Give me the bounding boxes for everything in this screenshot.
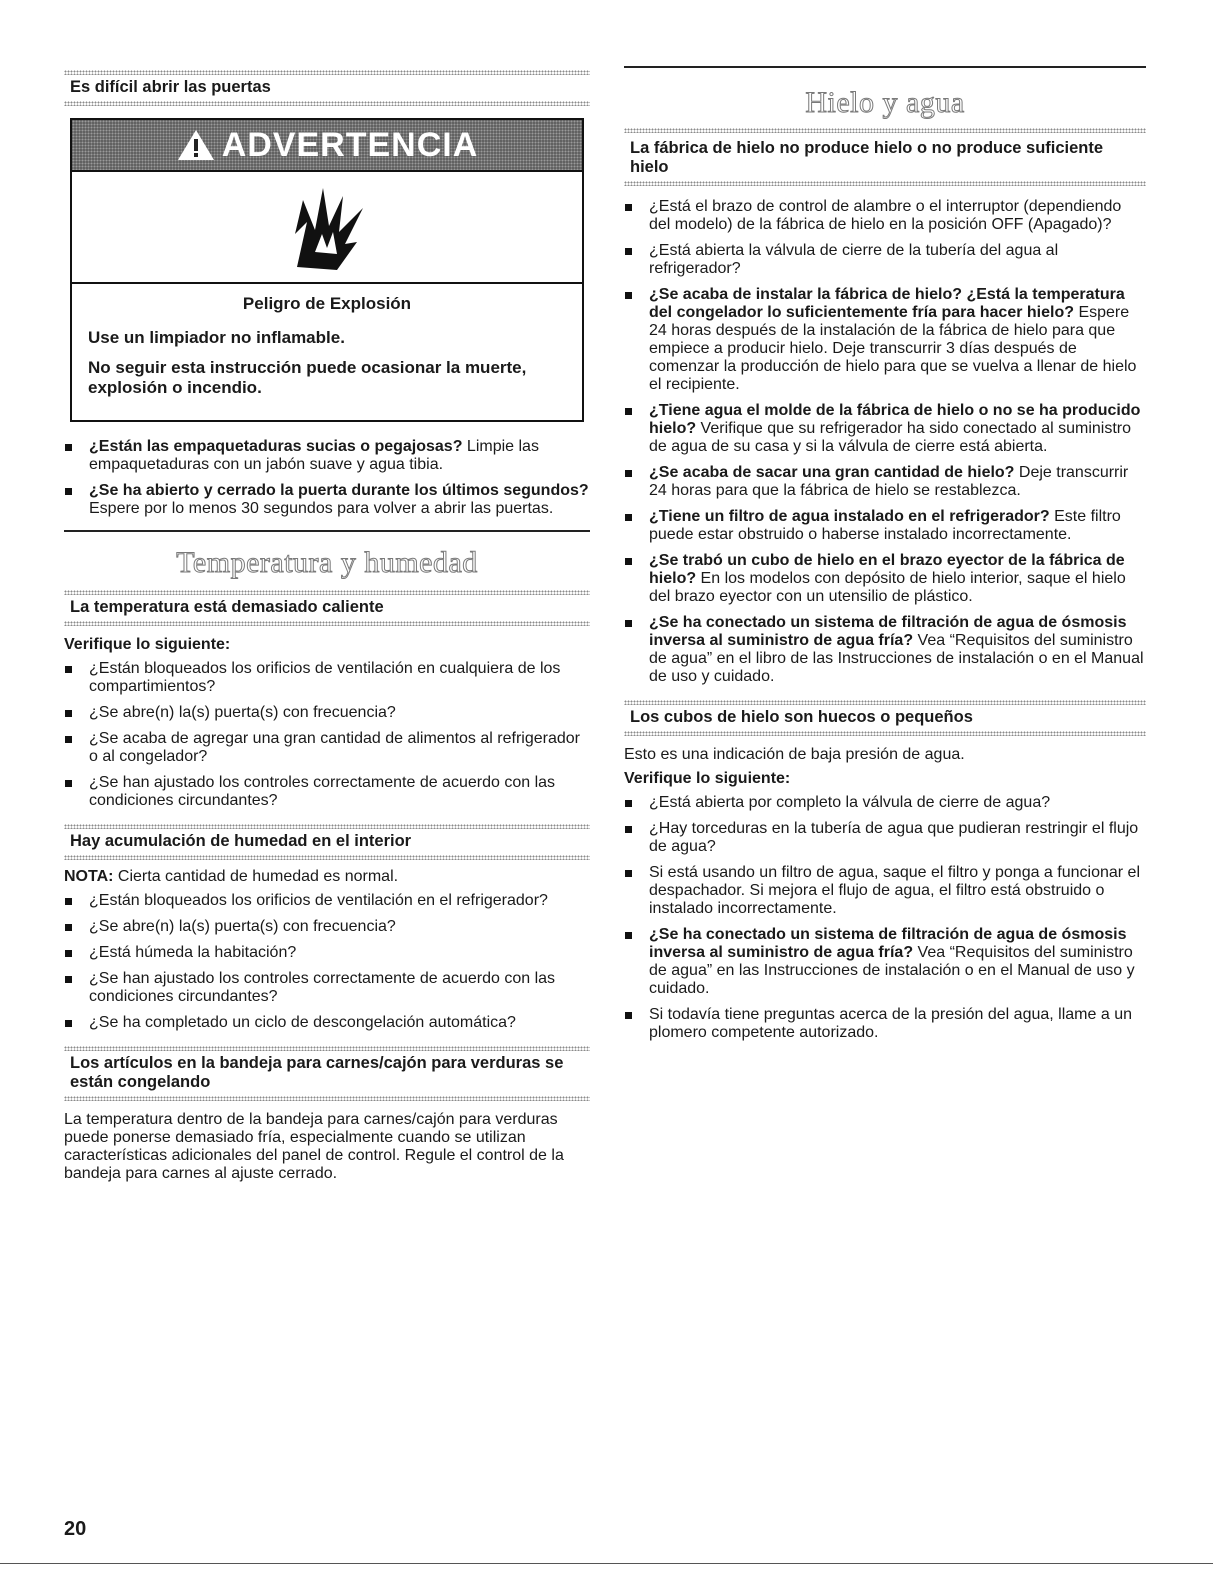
- humidity-list: [64, 892, 590, 1032]
- list-item: ¿Se acaba de agregar una gran cantidad de alimentos al refrigerador o al congelador?: [64, 730, 590, 766]
- heading-humidity: Hay acumulación de humedad en el interior: [70, 832, 412, 850]
- right-column: [624, 0, 1146, 1050]
- section-title-temperature: Temperatura y humedad: [176, 546, 478, 579]
- warning-line-1: Use un limpiador no inflamable.: [88, 328, 345, 347]
- heading-hollow: Los cubos de hielo son huecos o pequeños: [630, 708, 973, 726]
- heading-freezing: Los artículos en la bandeja para carnes/cajón para verduras se están congelando: [70, 1054, 564, 1091]
- list-item: ¿Se abre(n) la(s) puerta(s) con frecuencia?: [64, 918, 590, 936]
- warning-title: ADVERTENCIA: [221, 125, 479, 164]
- section-title-ice: Hielo y agua: [805, 86, 965, 119]
- divider: [624, 181, 1146, 186]
- warning-line-2: No seguir esta instrucción puede ocasionar la muerte, explosión o incendio.: [88, 358, 527, 397]
- list-item: ¿Se acaba de sacar una gran cantidad de hielo? Deje transcurrir 24 horas para que la fábrica de hielo se restablezca.: [624, 464, 1146, 500]
- divider: [64, 1046, 590, 1051]
- list-item: ¿Se ha conectado un sistema de filtración de agua de ósmosis inversa al suministro de agua fría? Vea “Requisitos del suministro de agua” en las Instrucciones de instalación o en el Manual de uso y cuidado.: [624, 926, 1146, 998]
- list-item: ¿Se ha completado un ciclo de descongelación automática?: [64, 1014, 590, 1032]
- divider: [64, 590, 590, 595]
- hollow-intro: Esto es una indicación de baja presión de agua.: [624, 746, 965, 763]
- divider: [624, 128, 1146, 133]
- list-item: ¿Se abre(n) la(s) puerta(s) con frecuencia?: [64, 704, 590, 722]
- list-item: ¿Se trabó un cubo de hielo en el brazo eyector de la fábrica de hielo? En los modelos con depósito de hielo interior, saque el hielo del brazo eyector con un utensilio de plástico.: [624, 552, 1146, 606]
- section-rule: [624, 66, 1146, 68]
- verify-label: Verifique lo siguiente:: [64, 636, 231, 653]
- list-item: Si todavía tiene preguntas acerca de la presión del agua, llame a un plomero competente autorizado.: [624, 1006, 1146, 1042]
- freezing-text: La temperatura dentro de la bandeja para carnes/cajón para verduras puede ponerse demasiado fría, especialmente cuando se utilizan características adicionales del panel de control. Regule el control de la bandeja para carnes al ajuste cerrado.: [64, 1111, 564, 1182]
- verify-label: Verifique lo siguiente:: [624, 770, 791, 787]
- list-item: ¿Hay torceduras en la tubería de agua que pudieran restringir el flujo de agua?: [624, 820, 1146, 856]
- hot-list: [64, 660, 590, 810]
- heading-doors: Es difícil abrir las puertas: [70, 78, 271, 96]
- divider: [64, 621, 590, 626]
- explosion-icon: [267, 182, 387, 272]
- warning-hazard: Peligro de Explosión: [242, 294, 412, 313]
- divider: [64, 855, 590, 860]
- left-column: [64, 0, 590, 1189]
- list-item: ¿Están las empaquetaduras sucias o pegajosas? Limpie las empaquetaduras con un jabón suave y agua tibia.: [64, 438, 590, 474]
- list-item: ¿Está abierta por completo la válvula de cierre de agua?: [624, 794, 1146, 812]
- list-item: ¿Está el brazo de control de alambre o el interruptor (dependiendo del modelo) de la fábrica de hielo en la posición OFF (Apagado)?: [624, 198, 1146, 234]
- list-item: ¿Está húmeda la habitación?: [64, 944, 590, 962]
- divider: [624, 700, 1146, 705]
- list-item: ¿Tiene un filtro de agua instalado en el refrigerador? Este filtro puede estar obstruido o haberse instalado incorrectamente.: [624, 508, 1146, 544]
- doors-list: [64, 438, 590, 518]
- hollow-list: [624, 794, 1146, 1042]
- list-item: ¿Están bloqueados los orificios de ventilación en el refrigerador?: [64, 892, 590, 910]
- page-number: 20: [64, 1518, 87, 1540]
- divider: [64, 101, 590, 106]
- warning-icon-area: [72, 172, 582, 284]
- warning-box: [70, 118, 584, 422]
- list-item: ¿Tiene agua el molde de la fábrica de hielo o no se ha producido hielo? Verifique que su refrigerador ha sido conectado al suministro de agua de su casa y si la válvula de cierre está abierta.: [624, 402, 1146, 456]
- divider: [64, 1096, 590, 1101]
- heading-hot: La temperatura está demasiado caliente: [70, 598, 384, 616]
- list-item: ¿Se ha conectado un sistema de filtración de agua de ósmosis inversa al suministro de agua fría? Vea “Requisitos del suministro de agua” en el libro de las Instrucciones de instalación o en el Manual de uso y cuidado.: [624, 614, 1146, 686]
- divider: [64, 70, 590, 75]
- section-rule: [64, 530, 590, 532]
- divider: [64, 824, 590, 829]
- bottom-rule: [0, 1563, 1213, 1564]
- no-ice-list: [624, 198, 1146, 686]
- list-item: ¿Se han ajustado los controles correctamente de acuerdo con las condiciones circundantes?: [64, 774, 590, 810]
- list-item: ¿Se ha abierto y cerrado la puerta durante los últimos segundos? Espere por lo menos 30 segundos para volver a abrir las puertas.: [64, 482, 590, 518]
- list-item: ¿Se han ajustado los controles correctamente de acuerdo con las condiciones circundantes?: [64, 970, 590, 1006]
- heading-no-ice: La fábrica de hielo no produce hielo o no produce suficiente hielo: [630, 139, 1104, 176]
- warning-header: [72, 120, 582, 172]
- list-item: Si está usando un filtro de agua, saque el filtro y ponga a funcionar el despachador. Si mejora el flujo de agua, el filtro está obstruido o instalado incorrectamente.: [624, 864, 1146, 918]
- list-item: ¿Se acaba de instalar la fábrica de hielo? ¿Está la temperatura del congelador lo suficientemente fría para hacer hielo? Espere 24 horas después de la instalación de la fábrica de hielo para que empiece a producir hielo. Deje transcurrir 3 días después de comenzar la producción de hielo para que se vuelva a llenar de hielo el recipiente.: [624, 286, 1146, 394]
- warning-body: [72, 284, 582, 420]
- warning-triangle-icon: [176, 128, 216, 162]
- divider: [624, 731, 1146, 736]
- list-item: ¿Están bloqueados los orificios de ventilación en cualquiera de los compartimientos?: [64, 660, 590, 696]
- list-item: ¿Está abierta la válvula de cierre de la tubería del agua al refrigerador?: [624, 242, 1146, 278]
- note: NOTA: Cierta cantidad de humedad es normal.: [64, 868, 399, 885]
